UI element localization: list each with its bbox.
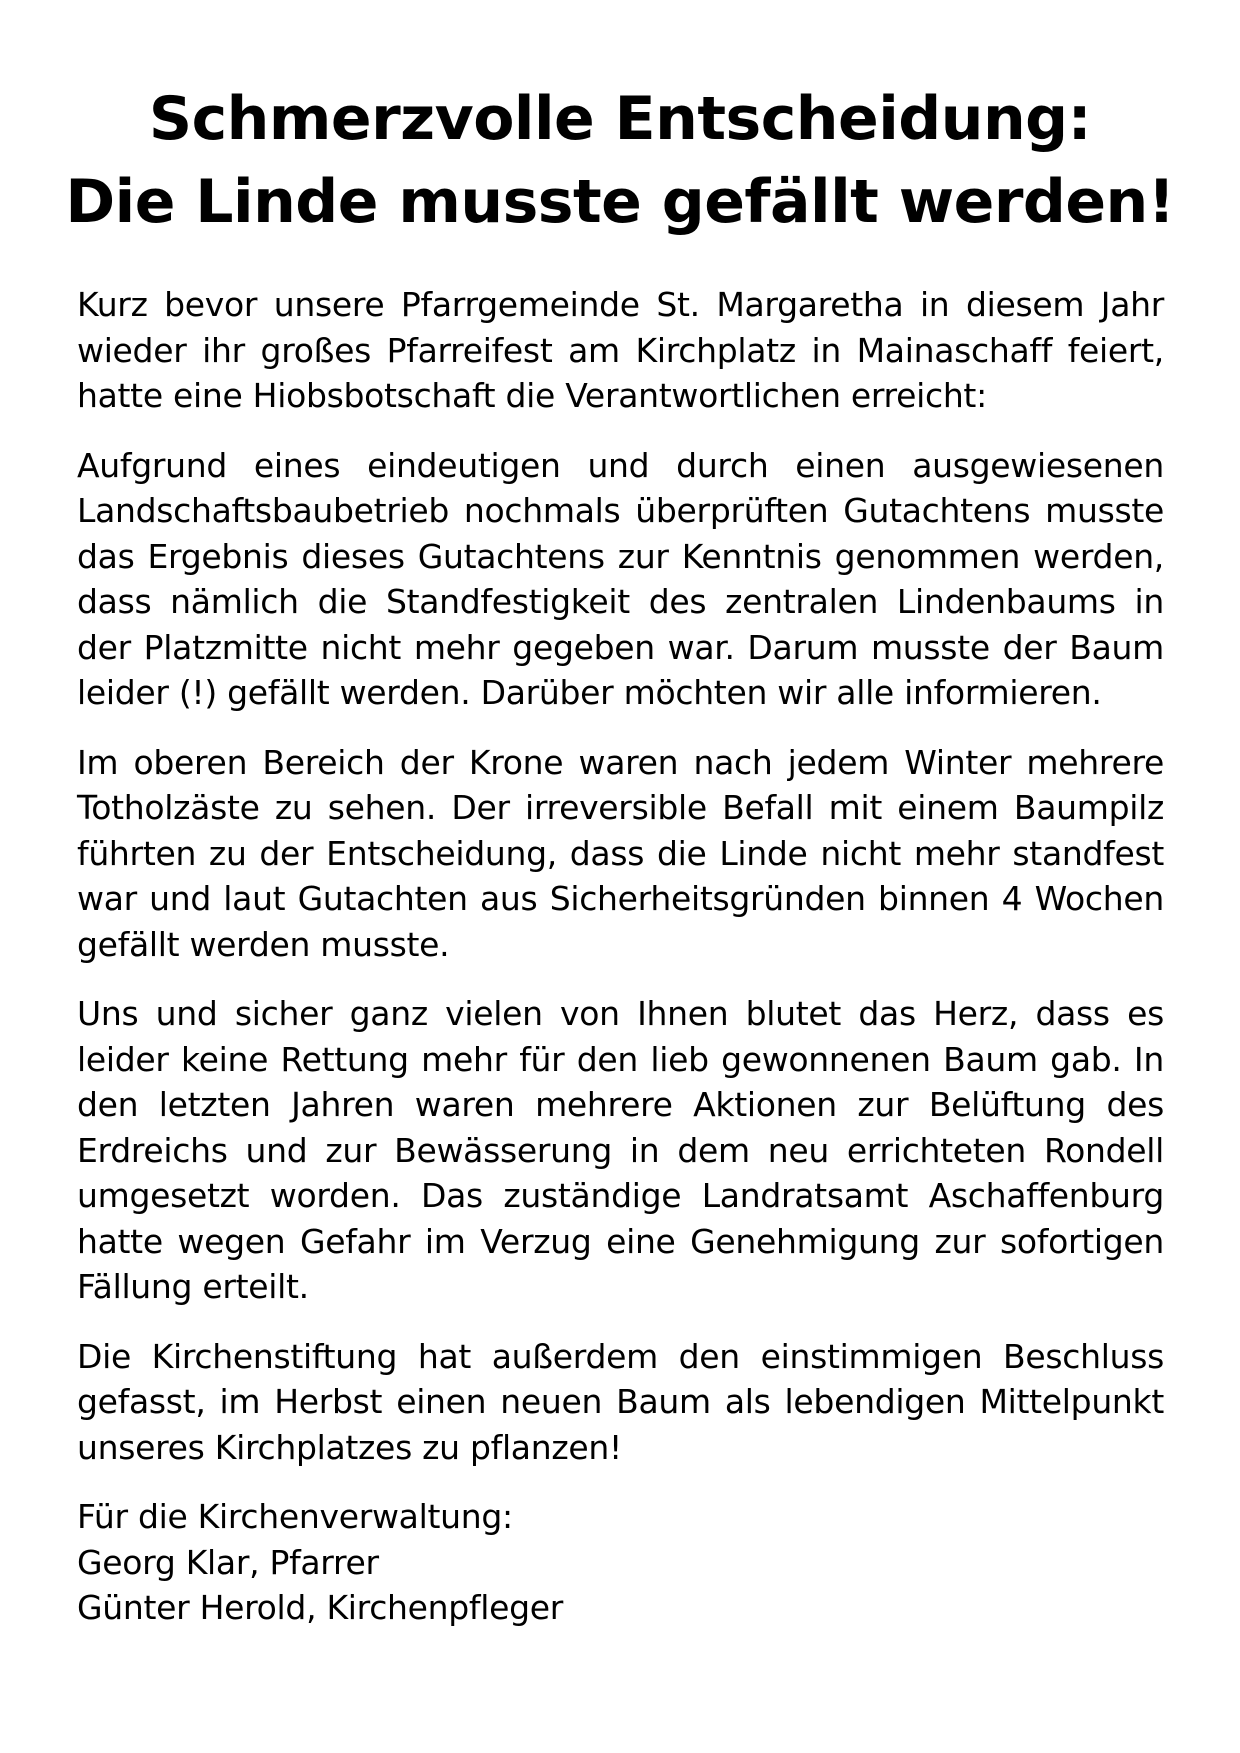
title-line-1: Schmerzvolle Entscheidung: — [148, 84, 1092, 154]
signature-warden: Günter Herold, Kirchenpfleger — [77, 1588, 564, 1627]
paragraph-assessment: Aufgrund eines eindeutigen und durch einen ausgewiesenen Landschaftsbaubetrieb nochmals überprüften Gutachtens musste das Ergebnis dieses Gutachtens zur Kenntnis genommen werden, dass nämlich die Standfestigkeit des zentralen Lindenbaums in der Platzmitte nicht mehr gegeben war. Darum musste der Baum leider (!) gefällt werden. Darüber möchten wir alle informieren. — [77, 445, 1164, 712]
paragraph-deadwood: Im oberen Bereich der Krone waren nach jedem Winter mehrere Totholzäste zu sehen. Der irreversible Befall mit einem Baumpilz führten zu der Entscheidung, dass die Linde nicht mehr standfest war und laut Gutachten aus Sicherheitsgründen binnen 4 Wochen gefällt werden musste. — [77, 742, 1164, 964]
signature-pastor: Georg Klar, Pfarrer — [77, 1542, 379, 1582]
signature-block — [77, 1494, 1164, 1631]
paragraph-new-tree: Die Kirchenstiftung hat außerdem den einstimmigen Beschluss gefasst, im Herbst einen neuen Baum als lebendigen Mittelpunkt unseres Kirchplatzes zu pflanzen! — [77, 1336, 1164, 1467]
paragraph-regret: Uns und sicher ganz vielen von Ihnen blutet das Herz, dass es leider keine Rettung mehr für den lieb gewonnenen Baum gab. In den letzten Jahren waren mehrere Aktionen zur Belüftung des Erdreichs und zur Bewässerung in dem neu errichteten Rondell umgesetzt worden. Das zuständige Landratsamt Aschaffenburg hatte wegen Gefahr im Verzug eine Genehmigung zur sofortigen Fällung erteilt. — [77, 994, 1164, 1306]
article-body — [77, 282, 1164, 1631]
paragraph-intro: Kurz bevor unsere Pfarrgemeinde St. Margaretha in diesem Jahr wieder ihr großes Pfarreifest am Kirchplatz in Mainaschaff feiert, hatte eine Hiobsbotschaft die Verantwortlichen erreicht: — [77, 285, 1164, 415]
page-title — [60, 78, 1180, 244]
title-line-2: Die Linde musste gefällt werden! — [65, 167, 1175, 237]
signature-heading: Für die Kirchenverwaltung: — [77, 1497, 513, 1536]
